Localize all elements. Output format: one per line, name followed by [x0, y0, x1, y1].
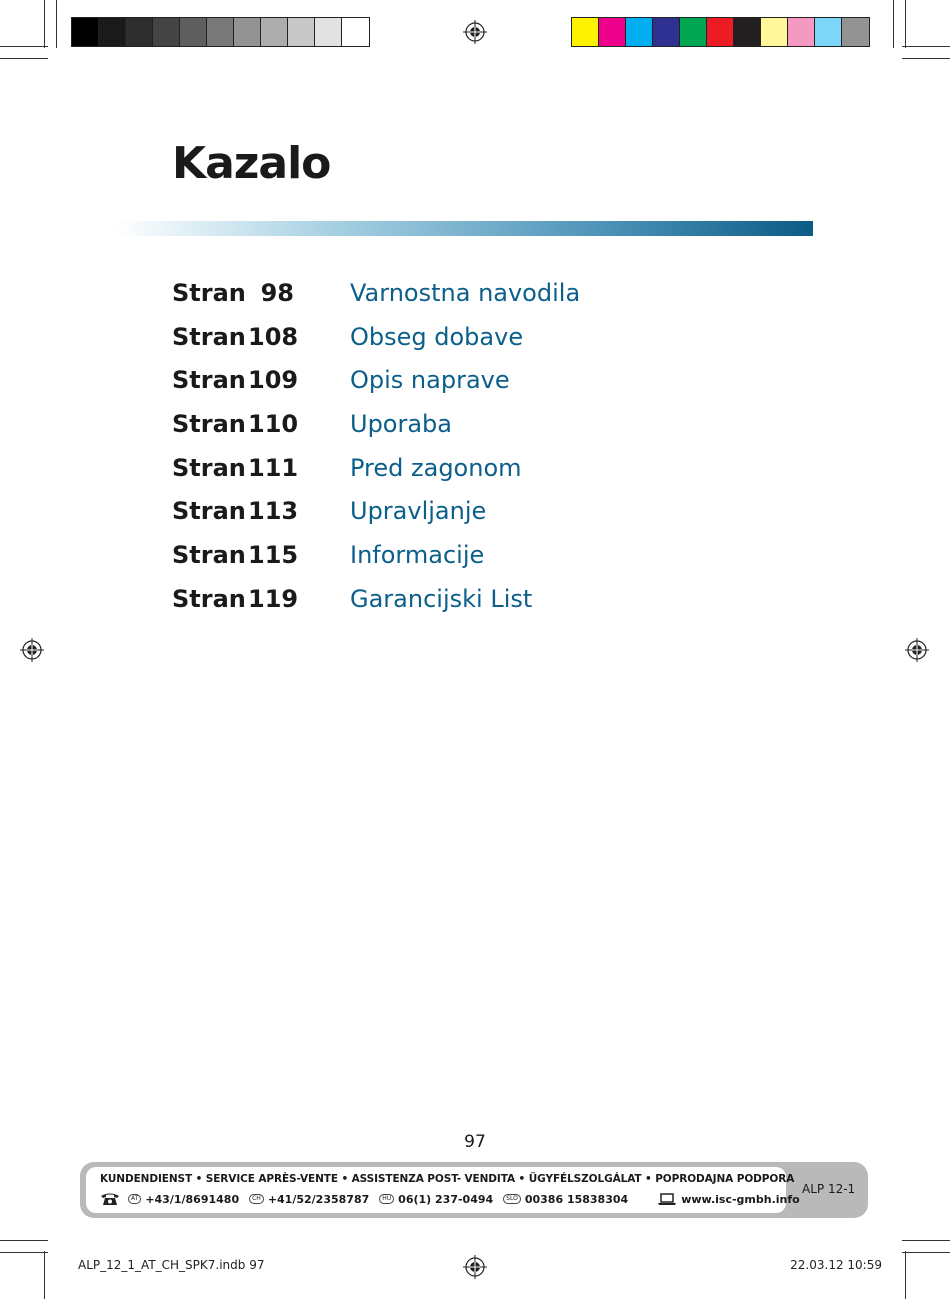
toc-page-word: Stran	[172, 453, 246, 482]
toc-section-label[interactable]: Pred zagonom	[350, 453, 522, 482]
crop-mark-tr-h	[902, 46, 950, 47]
toc-page-number: 98	[260, 279, 294, 307]
contact-hu	[379, 1193, 493, 1206]
toc-page-word: Stran	[172, 366, 246, 395]
color-swatch	[626, 18, 653, 46]
crop-mark-tl-v	[44, 0, 45, 48]
toc-page-number: 108	[248, 322, 299, 351]
toc-section-label[interactable]: Opis naprave	[350, 366, 510, 395]
crop-mark-tl-h	[0, 46, 48, 47]
registration-mark-left-icon	[20, 638, 44, 662]
gray-swatch	[153, 18, 180, 46]
contact-line	[100, 1192, 800, 1206]
gray-swatch	[126, 18, 153, 46]
crop-mark-tr-v	[905, 0, 906, 48]
phone-number[interactable]: +43/1/8691480	[145, 1192, 240, 1206]
slug-date-time: 22.03.12 10:59	[790, 1258, 882, 1272]
gray-swatch	[99, 18, 126, 46]
toc-page-number: 110	[248, 410, 299, 439]
color-swatch	[842, 18, 869, 46]
color-swatch	[815, 18, 842, 46]
crop-mark-bl-v	[44, 1251, 45, 1299]
color-swatch	[572, 18, 599, 46]
toc-section-label[interactable]: Obseg dobave	[350, 322, 524, 351]
color-swatch	[680, 18, 707, 46]
website-link[interactable]: www.isc-gmbh.info	[681, 1192, 800, 1206]
gray-swatch	[234, 18, 261, 46]
page-title: Kazalo	[172, 138, 331, 189]
toc-page-word: Stran	[172, 541, 246, 570]
toc-section-label[interactable]: Uporaba	[350, 410, 452, 439]
gray-swatch	[315, 18, 342, 46]
phone-number[interactable]: 00386 15838304	[524, 1192, 629, 1206]
phone-number[interactable]: +41/52/2358787	[267, 1192, 370, 1206]
crop-mark-tl-v2	[56, 0, 57, 48]
toc-section-label[interactable]: Informacije	[350, 541, 485, 570]
registration-mark-bottom-icon	[463, 1255, 487, 1279]
toc-page-word: Stran	[172, 410, 246, 439]
toc-page-number: 111	[248, 453, 299, 482]
page-number: 97	[464, 1132, 486, 1152]
service-names: KUNDENDIENST • SERVICE APRÈS-VENTE • ASSISTENZA POST- VENDITA • ÜGYFÉLSZOLGÁLAT • POPRODAJNA PODPORA	[100, 1173, 795, 1185]
gray-swatch	[207, 18, 234, 46]
gray-swatch	[342, 18, 369, 46]
contact-ch	[249, 1193, 369, 1206]
title-gradient-rule	[115, 221, 813, 236]
toc-page-number: 119	[248, 584, 299, 613]
gray-swatch	[288, 18, 315, 46]
crop-mark-tr-v2	[893, 0, 894, 48]
toc-page-word: Stran	[172, 279, 246, 307]
color-swatch	[734, 18, 761, 46]
toc-page-number: 115	[248, 541, 299, 570]
toc-section-label[interactable]: Varnostna navodila	[350, 279, 581, 307]
toc-page-word: Stran	[172, 322, 246, 351]
crop-mark-tl-h2	[0, 58, 48, 59]
country-badge: AT	[128, 1194, 141, 1204]
country-badge: SLO	[503, 1194, 521, 1204]
crop-mark-br-v	[905, 1251, 906, 1299]
color-swatch	[653, 18, 680, 46]
country-badge: HU	[379, 1194, 394, 1204]
country-badge: CH	[249, 1194, 264, 1204]
toc-section-label[interactable]: Garancijski List	[350, 584, 533, 613]
color-swatch	[761, 18, 788, 46]
color-swatch	[788, 18, 815, 46]
laptop-icon	[658, 1193, 676, 1206]
color-swatch	[707, 18, 734, 46]
contact-at	[128, 1193, 239, 1206]
toc-section-label[interactable]: Upravljanje	[350, 497, 487, 526]
crop-mark-tr-h2	[902, 58, 950, 59]
crop-mark-br-h	[902, 1240, 950, 1241]
toc-page-word: Stran	[172, 497, 246, 526]
toc-page-number: 109	[248, 366, 299, 395]
model-code: ALP 12-1	[802, 1182, 856, 1196]
phone-number[interactable]: 06(1) 237-0494	[398, 1192, 494, 1206]
contact-slo	[503, 1193, 628, 1206]
grayscale-color-bar	[71, 17, 370, 47]
crop-mark-br-h2	[902, 1252, 950, 1253]
gray-swatch	[261, 18, 288, 46]
service-footer-panel	[80, 1162, 868, 1218]
registration-mark-right-icon	[905, 638, 929, 662]
toc-page-number: 113	[248, 497, 299, 526]
toc-page-word: Stran	[172, 584, 246, 613]
slug-file-info: ALP_12_1_AT_CH_SPK7.indb 97	[78, 1258, 265, 1272]
gray-swatch	[180, 18, 207, 46]
process-color-bar	[571, 17, 870, 47]
gray-swatch	[72, 18, 99, 46]
registration-mark-top-icon	[463, 20, 487, 44]
crop-mark-bl-h2	[0, 1252, 48, 1253]
color-swatch	[599, 18, 626, 46]
crop-mark-bl-h	[0, 1240, 48, 1241]
telephone-icon	[100, 1192, 120, 1206]
